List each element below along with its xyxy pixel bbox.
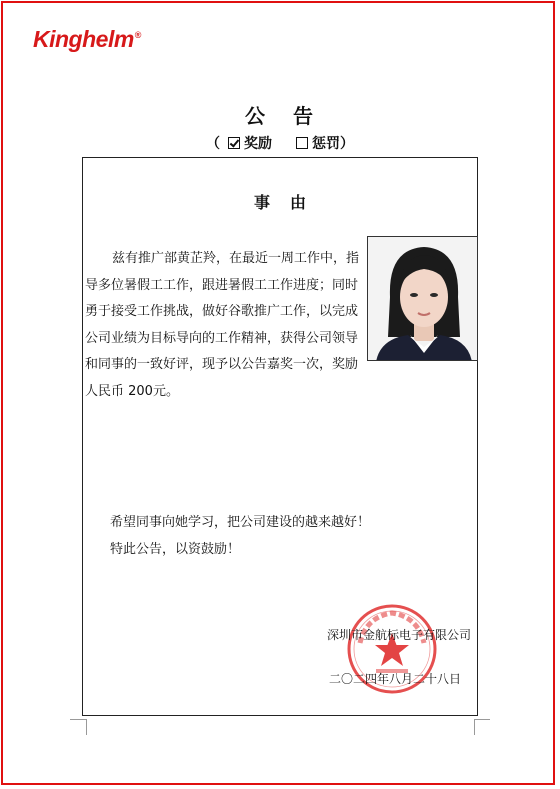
- issue-date: 二〇二四年八月二十八日: [329, 672, 462, 686]
- punish-checkbox-icon: [296, 137, 308, 149]
- encourage-line: 希望同事向她学习，把公司建设的越来越好！: [110, 515, 371, 530]
- kinghelm-logo: [33, 26, 141, 53]
- paren-close: ）: [340, 136, 354, 152]
- title-part2: 告: [293, 104, 315, 128]
- logo-text: Kinghelm: [33, 26, 134, 52]
- registered-mark: ®: [134, 30, 141, 40]
- reason-title-part1: 事: [253, 193, 270, 212]
- notice-type-selector: [0, 133, 560, 153]
- reason-body-text: 兹有推广部黄芷羚，在最近一周工作中，指导多位暑假工工作，跟进暑假工工作进度；同时勇于接受工作挑战，做好谷歌推广工作，以完成公司业绩为目标导向的工作精神，获得公司领导和同事的一致好评，现予以公告嘉奖一次，奖励人民币 200元。: [85, 251, 360, 399]
- paren-open: （: [206, 136, 220, 152]
- closing-paragraph: [110, 510, 410, 563]
- reward-label: 奖励: [244, 136, 272, 152]
- employee-photo: [367, 236, 478, 361]
- reward-checkbox-icon: [228, 137, 240, 149]
- page-title: [0, 100, 560, 129]
- closing-line: 特此公告，以资鼓励！: [110, 541, 241, 557]
- punish-label: 惩罚: [312, 136, 340, 152]
- corner-mark-right-v: [474, 719, 475, 735]
- reason-title: [0, 190, 560, 213]
- corner-mark-right-h: [474, 719, 490, 720]
- company-name: 深圳市金航标电子有限公司: [327, 628, 472, 642]
- corner-mark-left-h: [70, 719, 86, 720]
- reason-title-part2: 由: [290, 193, 307, 212]
- title-part1: 公: [245, 104, 267, 128]
- corner-mark-left-v: [86, 719, 87, 735]
